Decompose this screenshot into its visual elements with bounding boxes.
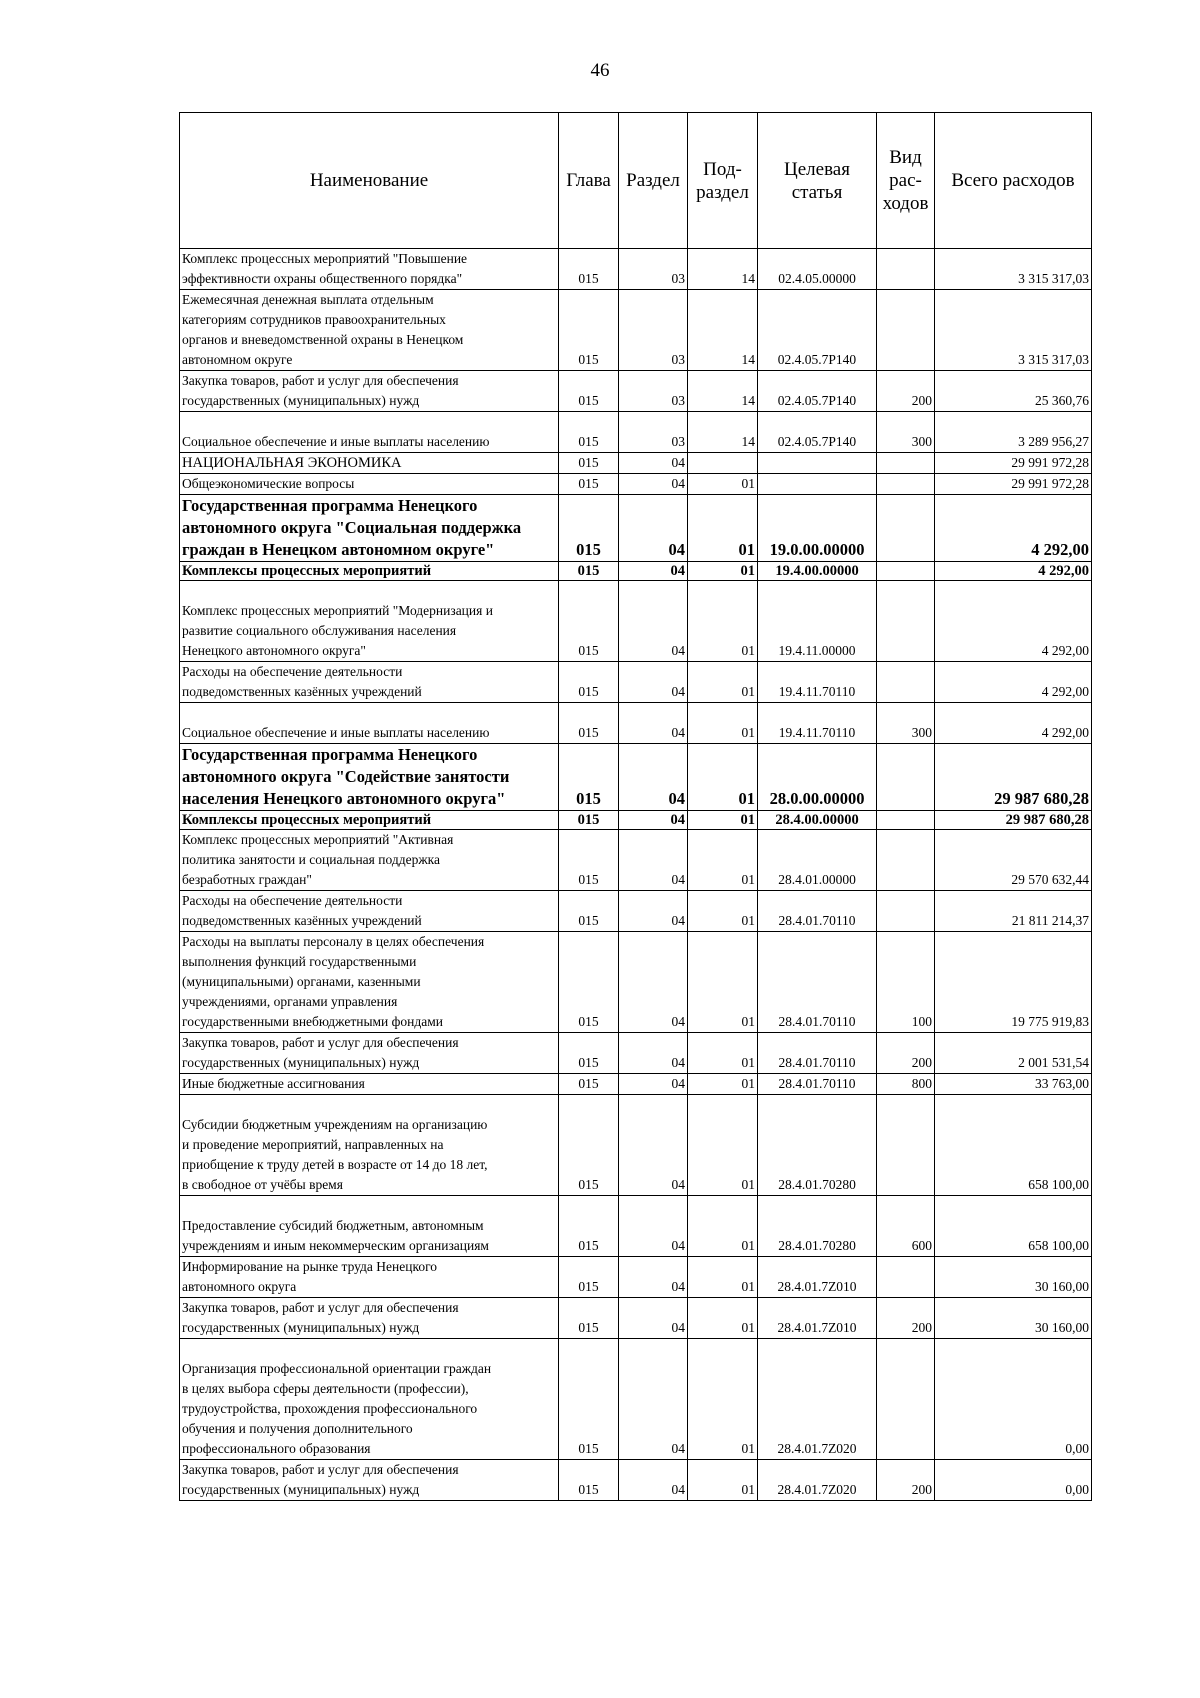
row-glava: 015 <box>559 495 619 562</box>
table-row <box>180 932 1092 1033</box>
row-razdel: 04 <box>619 581 688 662</box>
row-celevaya-statya: 19.4.11.00000 <box>758 581 877 662</box>
row-celevaya-statya: 02.4.05.7Р140 <box>758 412 877 453</box>
row-podrazdel: 01 <box>688 891 758 932</box>
table-row <box>180 811 1092 830</box>
row-glava: 015 <box>559 662 619 703</box>
row-celevaya-statya <box>758 474 877 495</box>
row-razdel: 04 <box>619 1074 688 1095</box>
row-glava: 015 <box>559 581 619 662</box>
row-glava: 015 <box>559 830 619 891</box>
row-celevaya-statya: 02.4.05.7Р140 <box>758 290 877 371</box>
row-total: 3 315 317,03 <box>935 290 1092 371</box>
row-razdel: 04 <box>619 1298 688 1339</box>
row-total: 29 987 680,28 <box>935 811 1092 830</box>
row-razdel: 04 <box>619 744 688 811</box>
table-row <box>180 453 1092 474</box>
row-razdel: 04 <box>619 1339 688 1460</box>
row-podrazdel: 01 <box>688 562 758 581</box>
row-name: Расходы на обеспечение деятельности подведомственных казённых учреждений <box>180 891 559 932</box>
row-celevaya-statya: 28.4.01.7Z010 <box>758 1298 877 1339</box>
row-glava: 015 <box>559 1074 619 1095</box>
row-total: 3 315 317,03 <box>935 249 1092 290</box>
table-row <box>180 249 1092 290</box>
row-name: Закупка товаров, работ и услуг для обеспечения государственных (муниципальных) нужд <box>180 1298 559 1339</box>
header-podrazdel: Под- раздел <box>688 113 758 249</box>
row-celevaya-statya: 28.4.01.70110 <box>758 932 877 1033</box>
row-name: Расходы на выплаты персоналу в целях обеспечения выполнения функций государственными (муниципальными) органами, казенными учреждениями, органами управления государственными внебюджетными фондами <box>180 932 559 1033</box>
row-vid-rashodov: 600 <box>877 1196 935 1257</box>
row-podrazdel: 01 <box>688 1074 758 1095</box>
row-glava: 015 <box>559 474 619 495</box>
row-glava: 015 <box>559 249 619 290</box>
table-row <box>180 662 1092 703</box>
row-glava: 015 <box>559 1257 619 1298</box>
table-row <box>180 744 1092 811</box>
row-vid-rashodov <box>877 453 935 474</box>
row-podrazdel: 01 <box>688 581 758 662</box>
table-row <box>180 1257 1092 1298</box>
row-vid-rashodov: 100 <box>877 932 935 1033</box>
row-name: Комплекс процессных мероприятий "Модернизация и развитие социального обслуживания населения Ненецкого автономного округа" <box>180 581 559 662</box>
row-razdel: 04 <box>619 830 688 891</box>
row-vid-rashodov: 300 <box>877 412 935 453</box>
row-celevaya-statya: 28.4.01.7Z010 <box>758 1257 877 1298</box>
row-glava: 015 <box>559 1095 619 1196</box>
row-razdel: 04 <box>619 811 688 830</box>
row-celevaya-statya: 28.0.00.00000 <box>758 744 877 811</box>
row-total: 30 160,00 <box>935 1298 1092 1339</box>
row-total: 33 763,00 <box>935 1074 1092 1095</box>
row-celevaya-statya: 28.4.01.70110 <box>758 1074 877 1095</box>
row-name: Субсидии бюджетным учреждениям на организацию и проведение мероприятий, направленных на приобщение к труду детей в возрасте от 14 до 18 лет, в свободное от учёбы время <box>180 1095 559 1196</box>
row-celevaya-statya: 19.4.00.00000 <box>758 562 877 581</box>
row-vid-rashodov <box>877 1257 935 1298</box>
row-vid-rashodov <box>877 891 935 932</box>
row-razdel: 04 <box>619 662 688 703</box>
header-vid-rashodov: Вид рас- ходов <box>877 113 935 249</box>
row-celevaya-statya: 28.4.01.70110 <box>758 891 877 932</box>
row-name: Комплексы процессных мероприятий <box>180 562 559 581</box>
table-row <box>180 891 1092 932</box>
row-name: Расходы на обеспечение деятельности подведомственных казённых учреждений <box>180 662 559 703</box>
table-row <box>180 830 1092 891</box>
row-vid-rashodov: 200 <box>877 1298 935 1339</box>
row-total: 29 987 680,28 <box>935 744 1092 811</box>
row-celevaya-statya <box>758 453 877 474</box>
table-row <box>180 1339 1092 1460</box>
row-name: Информирование на рынке труда Ненецкого автономного округа <box>180 1257 559 1298</box>
row-celevaya-statya: 28.4.00.00000 <box>758 811 877 830</box>
row-total: 4 292,00 <box>935 662 1092 703</box>
row-celevaya-statya: 28.4.01.70280 <box>758 1095 877 1196</box>
table-row <box>180 1033 1092 1074</box>
row-celevaya-statya: 19.4.11.70110 <box>758 703 877 744</box>
row-vid-rashodov <box>877 1339 935 1460</box>
row-podrazdel: 01 <box>688 1460 758 1501</box>
row-name: Комплекс процессных мероприятий "Повышение эффективности охраны общественного порядка" <box>180 249 559 290</box>
row-name: Организация профессиональной ориентации граждан в целях выбора сферы деятельности (профессии), трудоустройства, прохождения профессионального обучения и получения дополнительного профессионального образования <box>180 1339 559 1460</box>
row-total: 29 570 632,44 <box>935 830 1092 891</box>
row-podrazdel: 14 <box>688 290 758 371</box>
row-celevaya-statya: 19.4.11.70110 <box>758 662 877 703</box>
row-razdel: 04 <box>619 562 688 581</box>
row-podrazdel: 01 <box>688 1095 758 1196</box>
row-total: 19 775 919,83 <box>935 932 1092 1033</box>
row-name: Иные бюджетные ассигнования <box>180 1074 559 1095</box>
row-name: Закупка товаров, работ и услуг для обеспечения государственных (муниципальных) нужд <box>180 371 559 412</box>
row-vid-rashodov: 200 <box>877 1033 935 1074</box>
row-name: Комплексы процессных мероприятий <box>180 811 559 830</box>
row-total: 3 289 956,27 <box>935 412 1092 453</box>
row-podrazdel: 01 <box>688 1257 758 1298</box>
table-header-row <box>180 113 1092 249</box>
row-total: 4 292,00 <box>935 562 1092 581</box>
row-podrazdel: 01 <box>688 1339 758 1460</box>
row-vid-rashodov: 800 <box>877 1074 935 1095</box>
table-row <box>180 474 1092 495</box>
row-vid-rashodov: 200 <box>877 371 935 412</box>
row-podrazdel: 01 <box>688 932 758 1033</box>
row-name: Закупка товаров, работ и услуг для обеспечения государственных (муниципальных) нужд <box>180 1460 559 1501</box>
row-name: Закупка товаров, работ и услуг для обеспечения государственных (муниципальных) нужд <box>180 1033 559 1074</box>
budget-table <box>179 112 1092 1501</box>
row-podrazdel: 01 <box>688 830 758 891</box>
row-razdel: 04 <box>619 1196 688 1257</box>
table-row <box>180 562 1092 581</box>
row-podrazdel: 01 <box>688 1196 758 1257</box>
table-row <box>180 290 1092 371</box>
row-total: 658 100,00 <box>935 1095 1092 1196</box>
row-total: 4 292,00 <box>935 581 1092 662</box>
table-row <box>180 1095 1092 1196</box>
row-celevaya-statya: 28.4.01.7Z020 <box>758 1339 877 1460</box>
row-name: Ежемесячная денежная выплата отдельным категориям сотрудников правоохранительных органов и вневедомственной охраны в Ненецком автономном округе <box>180 290 559 371</box>
row-razdel: 04 <box>619 703 688 744</box>
row-celevaya-statya: 02.4.05.00000 <box>758 249 877 290</box>
row-razdel: 04 <box>619 474 688 495</box>
row-total: 2 001 531,54 <box>935 1033 1092 1074</box>
row-glava: 015 <box>559 932 619 1033</box>
row-razdel: 03 <box>619 412 688 453</box>
row-razdel: 04 <box>619 1095 688 1196</box>
header-total: Всего расходов <box>935 113 1092 249</box>
row-total: 30 160,00 <box>935 1257 1092 1298</box>
table-row <box>180 371 1092 412</box>
row-razdel: 03 <box>619 290 688 371</box>
row-name: Комплекс процессных мероприятий "Активная политика занятости и социальная поддержка безработных граждан" <box>180 830 559 891</box>
row-podrazdel: 14 <box>688 412 758 453</box>
row-razdel: 04 <box>619 453 688 474</box>
row-vid-rashodov <box>877 1095 935 1196</box>
row-podrazdel: 14 <box>688 249 758 290</box>
row-vid-rashodov <box>877 562 935 581</box>
row-celevaya-statya: 28.4.01.7Z020 <box>758 1460 877 1501</box>
row-glava: 015 <box>559 811 619 830</box>
row-total: 29 991 972,28 <box>935 474 1092 495</box>
row-celevaya-statya: 28.4.01.00000 <box>758 830 877 891</box>
table-row <box>180 495 1092 562</box>
row-glava: 015 <box>559 562 619 581</box>
table-row <box>180 1196 1092 1257</box>
row-name: Социальное обеспечение и иные выплаты населению <box>180 703 559 744</box>
row-name: Государственная программа Ненецкого автономного округа "Социальная поддержка граждан в Ненецком автономном округе" <box>180 495 559 562</box>
header-name: Наименование <box>180 113 559 249</box>
row-glava: 015 <box>559 1033 619 1074</box>
row-glava: 015 <box>559 1460 619 1501</box>
row-name: Общеэкономические вопросы <box>180 474 559 495</box>
row-celevaya-statya: 02.4.05.7Р140 <box>758 371 877 412</box>
row-vid-rashodov <box>877 662 935 703</box>
row-name: Социальное обеспечение и иные выплаты населению <box>180 412 559 453</box>
row-vid-rashodov <box>877 495 935 562</box>
row-podrazdel: 01 <box>688 662 758 703</box>
row-podrazdel: 01 <box>688 495 758 562</box>
row-podrazdel: 14 <box>688 371 758 412</box>
row-glava: 015 <box>559 703 619 744</box>
row-glava: 015 <box>559 891 619 932</box>
row-glava: 015 <box>559 744 619 811</box>
row-glava: 015 <box>559 1298 619 1339</box>
row-glava: 015 <box>559 1339 619 1460</box>
row-razdel: 04 <box>619 932 688 1033</box>
row-vid-rashodov <box>877 581 935 662</box>
row-total: 658 100,00 <box>935 1196 1092 1257</box>
row-razdel: 04 <box>619 891 688 932</box>
row-vid-rashodov: 200 <box>877 1460 935 1501</box>
row-vid-rashodov: 300 <box>877 703 935 744</box>
table-row <box>180 703 1092 744</box>
row-total: 29 991 972,28 <box>935 453 1092 474</box>
table-row <box>180 1298 1092 1339</box>
row-razdel: 04 <box>619 1460 688 1501</box>
page-number: 46 <box>590 60 610 81</box>
header-razdel: Раздел <box>619 113 688 249</box>
row-vid-rashodov <box>877 744 935 811</box>
row-glava: 015 <box>559 412 619 453</box>
row-name: НАЦИОНАЛЬНАЯ ЭКОНОМИКА <box>180 453 559 474</box>
row-glava: 015 <box>559 371 619 412</box>
row-celevaya-statya: 28.4.01.70280 <box>758 1196 877 1257</box>
row-podrazdel: 01 <box>688 811 758 830</box>
row-total: 25 360,76 <box>935 371 1092 412</box>
row-name: Государственная программа Ненецкого автономного округа "Содействие занятости населения Ненецкого автономного округа" <box>180 744 559 811</box>
row-glava: 015 <box>559 453 619 474</box>
table-row <box>180 1074 1092 1095</box>
row-podrazdel: 01 <box>688 1033 758 1074</box>
row-vid-rashodov <box>877 249 935 290</box>
row-vid-rashodov <box>877 830 935 891</box>
row-vid-rashodov <box>877 811 935 830</box>
table-row <box>180 581 1092 662</box>
row-total: 0,00 <box>935 1460 1092 1501</box>
row-vid-rashodov <box>877 474 935 495</box>
table-row <box>180 412 1092 453</box>
row-glava: 015 <box>559 1196 619 1257</box>
row-total: 4 292,00 <box>935 703 1092 744</box>
row-podrazdel: 01 <box>688 744 758 811</box>
row-celevaya-statya: 19.0.00.00000 <box>758 495 877 562</box>
row-glava: 015 <box>559 290 619 371</box>
row-razdel: 04 <box>619 495 688 562</box>
row-total: 21 811 214,37 <box>935 891 1092 932</box>
header-glava: Глава <box>559 113 619 249</box>
row-podrazdel <box>688 453 758 474</box>
table-row <box>180 1460 1092 1501</box>
row-podrazdel: 01 <box>688 474 758 495</box>
row-razdel: 03 <box>619 371 688 412</box>
row-celevaya-statya: 28.4.01.70110 <box>758 1033 877 1074</box>
row-name: Предоставление субсидий бюджетным, автономным учреждениям и иным некоммерческим организациям <box>180 1196 559 1257</box>
row-razdel: 03 <box>619 249 688 290</box>
row-vid-rashodov <box>877 290 935 371</box>
row-podrazdel: 01 <box>688 703 758 744</box>
row-razdel: 04 <box>619 1033 688 1074</box>
row-podrazdel: 01 <box>688 1298 758 1339</box>
header-celevaya-statya: Целевая статья <box>758 113 877 249</box>
row-total: 0,00 <box>935 1339 1092 1460</box>
row-total: 4 292,00 <box>935 495 1092 562</box>
row-razdel: 04 <box>619 1257 688 1298</box>
